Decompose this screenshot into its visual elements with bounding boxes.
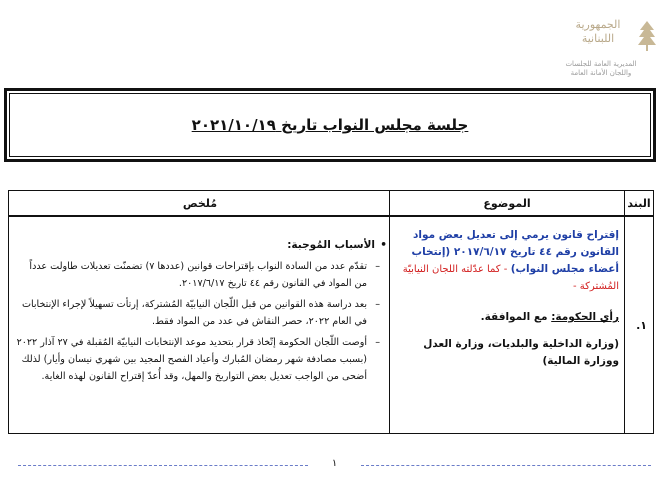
reason-item: – بعد دراسة هذه القوانين من قبل اللّجان النيابيّة المُشتركة، إرتأت تسهيلاً لإجراء الإنتخابات في العام ٢٠٢٢، حصر النقاش في عدد من المواد فقط. [15,296,367,330]
footer-divider [361,465,651,466]
ministries: (وزارة الداخلية والبلديات، وزارة العدل ووزارة المالية) [423,338,619,367]
agenda-table [8,190,654,434]
header-number: البند [625,191,653,217]
reasons-list [15,258,383,385]
title-box [4,88,656,162]
summary-cell [15,237,383,389]
government-opinion [395,309,619,326]
amendment-note: - كما عدّلته اللجان النيابيّة المُشتركة - [402,264,619,292]
reason-item: – أوصت اللّجان الحكومة إتّخاذ قرار بتحديد موعد الإنتخابات النيابيّة المُقبلة في ٢٧ آذار ٢٠٢٢ (بسبب مصادفة شهر رمضان المُبارك وأعياد الفصح المجيد بين شهري نيسان وأيار) لذلك أضحى من الواجب تعديل بعض التواريخ والمهل، وقد أُعدّ إقتراح القانون لهذه الغاية. [15,334,367,385]
column-divider [389,191,390,433]
reason-item: – تقدّم عدد من السادة النواب بإقتراحات قوانين (عددها ٧) تضمنّت تعديلات طاولت عدداً من المواد في القانون رقم ٤٤ تاريخ ٢٠١٧/٦/١٧. [15,258,367,292]
proposal-text: إقتراح قانون يرمي إلى تعديل بعض مواد القانون رقم ٤٤ تاريخ ٢٠١٧/٦/١٧ (إنتخاب أعضاء مجلس النواب) [411,229,619,275]
row-number: ١. [636,319,647,332]
government-opinion-value: مع الموافقة. [480,311,548,323]
reasons-title: • الأسباب المُوجبة: [15,237,383,254]
column-divider [624,191,625,433]
subject-cell [395,227,619,370]
header-summary: مُلخص [9,191,391,217]
page-footer [18,460,651,474]
logo-subtitle: المديرية العامة للجلسات واللجان الأمانة العامة [565,60,637,77]
footer-divider [18,465,308,466]
cedar-icon [637,20,657,54]
page-title: جلسة مجلس النواب تاريخ ٢٠٢١/١٠/١٩ [191,116,469,134]
logo-title: الجمهورية اللبنانية [575,18,621,45]
page-number: ١ [331,458,338,469]
header-subject: الموضوع [390,191,624,217]
parliament-logo [555,14,659,86]
government-opinion-label: رأي الحكومة: [551,311,619,323]
